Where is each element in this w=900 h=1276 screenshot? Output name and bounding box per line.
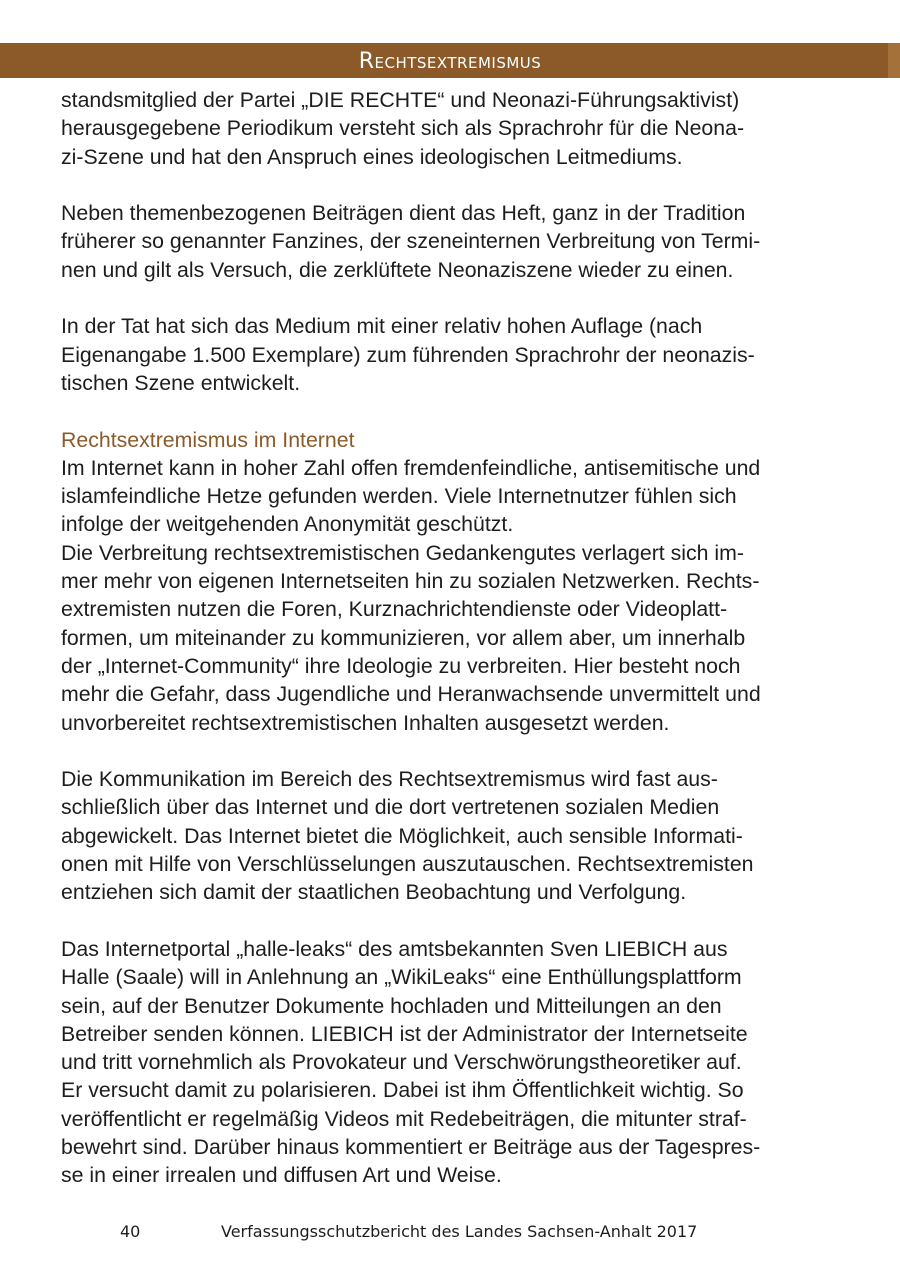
text-line: se in einer irrealen und diffusen Art und Weise. <box>61 1163 502 1188</box>
text-line: standsmitglied der Partei „DIE RECHTE“ und Neonazi-Führungsaktivist) <box>61 88 740 112</box>
text-line: veröffentlicht er regelmäßig Videos mit Redebeiträgen, die mitunter straf- <box>61 1106 747 1131</box>
text-line: Das Internetportal „halle-leaks“ des amtsbekannten Sven LIEBICH aus <box>61 936 728 961</box>
text-line: nen und gilt als Versuch, die zerklüftete Neonaziszene wieder zu einen. <box>61 257 734 282</box>
text-line: Neben themenbezogenen Beiträgen dient das Heft, ganz in der Tradition <box>61 201 746 226</box>
paragraph <box>61 454 851 737</box>
paragraph <box>61 86 851 171</box>
page-number: 40 <box>120 1222 141 1241</box>
text-line: schließlich über das Internet und die dort vertretenen sozialen Medien <box>61 795 720 820</box>
text-line: unvorbereitet rechtsextremistischen Inhalten ausgesetzt werden. <box>61 710 670 735</box>
text-line: und tritt vornehmlich als Provokateur und Verschwörungstheoretiker auf. <box>61 1050 742 1075</box>
text-line: Halle (Saale) will in Anlehnung an „WikiLeaks“ eine Enthüllungsplattform <box>61 965 742 990</box>
text-line: In der Tat hat sich das Medium mit einer relativ hohen Auflage (nach <box>61 314 703 339</box>
text-line: infolge der weitgehenden Anonymität geschützt. <box>61 512 514 537</box>
text-line: zi-Szene und hat den Anspruch eines ideologischen Leitmediums. <box>61 144 683 169</box>
text-line: herausgegebene Periodikum versteht sich als Sprachrohr für die Neona- <box>61 116 745 141</box>
section-heading: Rechtsextremismus im Internet <box>61 427 355 452</box>
text-line: mer mehr von eigenen Internetseiten hin zu sozialen Netzwerken. Rechts- <box>61 569 760 594</box>
text-line: der „Internet-Community“ ihre Ideologie zu verbreiten. Hier besteht noch <box>61 653 741 678</box>
text-line: onen mit Hilfe von Verschlüsselungen auszutauschen. Rechtsextremisten <box>61 852 754 877</box>
page-content <box>61 86 851 1190</box>
paragraph <box>61 199 851 284</box>
paragraph <box>61 312 851 397</box>
text-line: formen, um miteinander zu kommunizieren, vor allem aber, um innerhalb <box>61 625 746 650</box>
text-line: Im Internet kann in hoher Zahl offen fremdenfeindliche, antisemitische und <box>61 455 761 480</box>
text-line: entziehen sich damit der staatlichen Beobachtung und Verfolgung. <box>61 880 687 905</box>
text-line: Die Verbreitung rechtsextremistischen Gedankengutes verlagert sich im- <box>61 540 744 565</box>
chapter-title: Rechtsextremismus <box>358 49 542 74</box>
text-line: Die Kommunikation im Bereich des Rechtsextremismus wird fast aus- <box>61 767 718 792</box>
paragraph <box>61 765 851 906</box>
text-line: sein, auf der Benutzer Dokumente hochladen und Mitteilungen an den <box>61 993 722 1018</box>
publication-title: Verfassungsschutzbericht des Landes Sachsen-Anhalt 2017 <box>221 1222 698 1241</box>
text-line: bewehrt sind. Darüber hinaus kommentiert er Beiträge aus der Tagespres- <box>61 1134 761 1159</box>
text-line: Betreiber senden können. LIEBICH ist der Administrator der Internetseite <box>61 1021 748 1046</box>
text-line: Er versucht damit zu polarisieren. Dabei ist ihm Öffentlichkeit wichtig. So <box>61 1078 744 1103</box>
page-footer <box>0 1222 900 1246</box>
paragraph <box>61 935 851 1190</box>
text-line: Eigenangabe 1.500 Exemplare) zum führenden Sprachrohr der neonazis- <box>61 342 755 367</box>
text-line: tischen Szene entwickelt. <box>61 370 301 395</box>
text-line: abgewickelt. Das Internet bietet die Möglichkeit, auch sensible Informati- <box>61 823 743 848</box>
text-line: mehr die Gefahr, dass Jugendliche und Heranwachsende unvermittelt und <box>61 682 761 707</box>
text-line: islamfeindliche Hetze gefunden werden. Viele Internetnutzer fühlen sich <box>61 484 737 509</box>
text-line: extremisten nutzen die Foren, Kurznachrichtendienste oder Videoplatt- <box>61 597 728 622</box>
text-line: früherer so genannter Fanzines, der szeneinternen Verbreitung von Termi- <box>61 229 761 254</box>
